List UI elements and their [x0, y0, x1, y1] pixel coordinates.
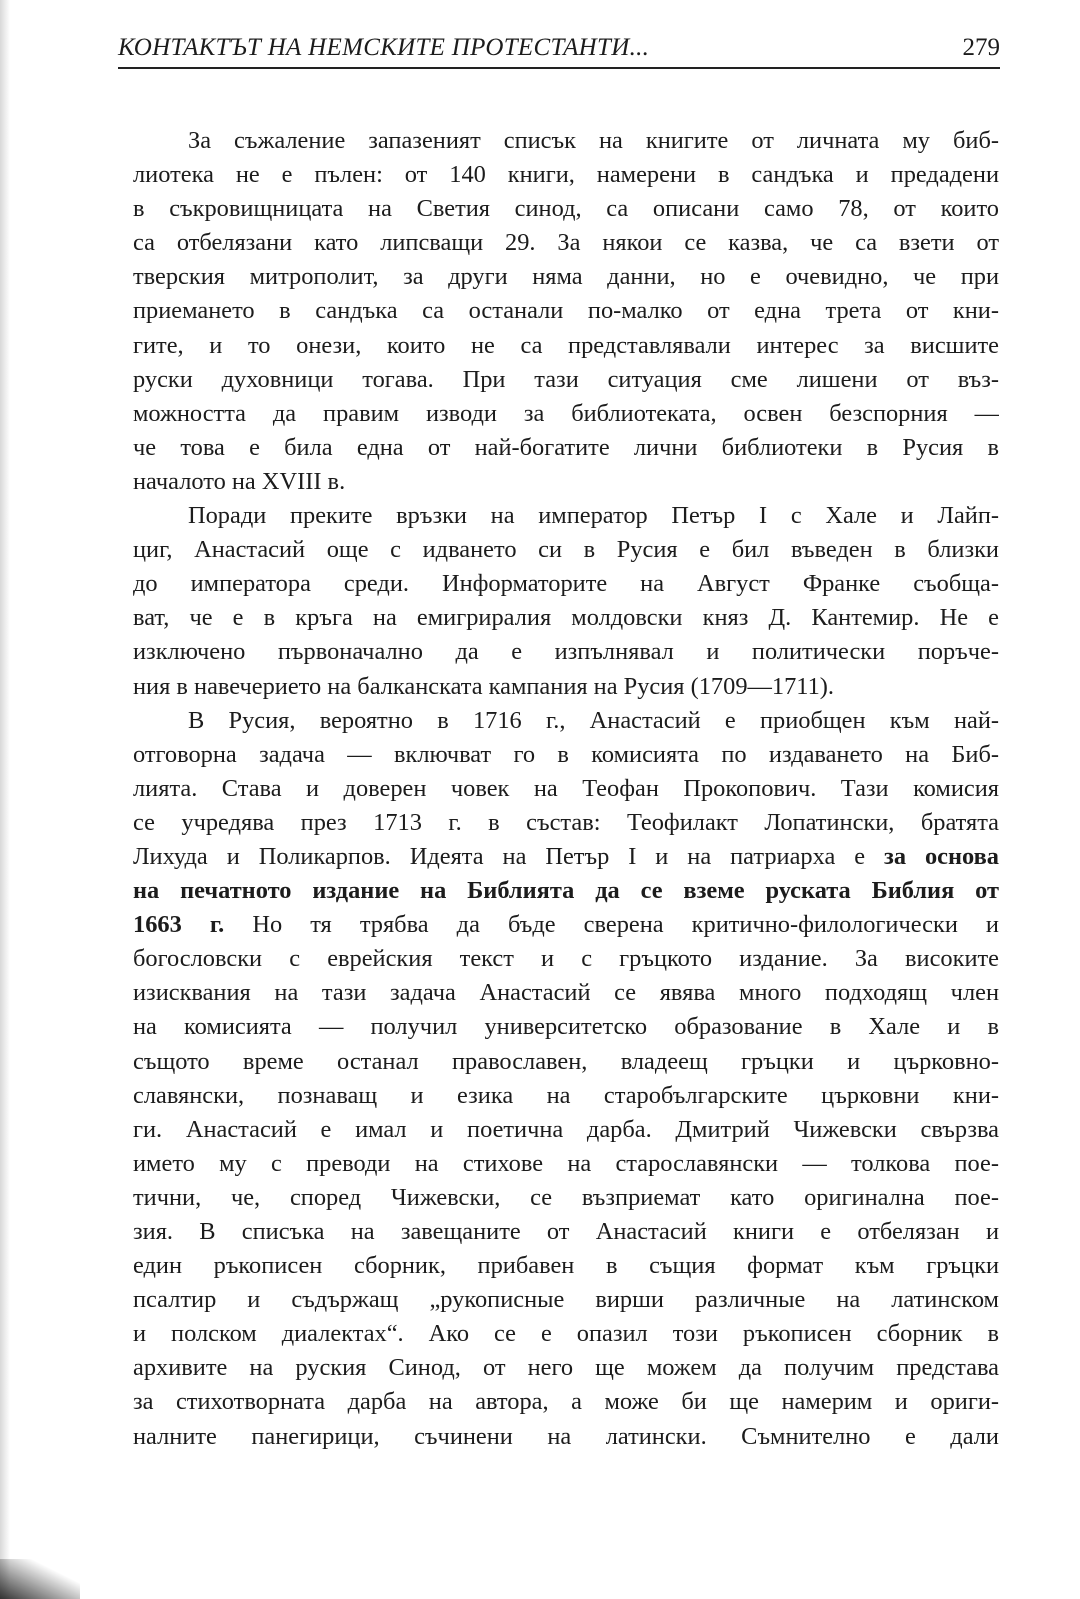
text-line: ват, че е в кръга на емигриралия молдовски княз Д. Кантемир. Не е — [133, 604, 999, 632]
body-text — [133, 124, 999, 1454]
page-corner-shadow — [0, 1559, 80, 1599]
text-line: славянски, познаващ и езика на старобългарските църковни кни- — [133, 1081, 999, 1109]
text-line: и полском диалектах“. Ако се е опазил този ръкописен сборник в — [133, 1320, 999, 1348]
text-line: Поради преките връзки на император Петър I с Хале и Лайп- — [188, 502, 999, 530]
text-line: В Русия, вероятно в 1716 г., Анастасий е приобщен към най- — [188, 706, 999, 734]
text-line: се учредява през 1713 г. в състав: Теофилакт Лопатински, братята — [133, 808, 999, 836]
bold-text-run: 1663 г. — [133, 911, 225, 939]
text-line: гите, и то онези, които не са представлявали интерес за висшите — [133, 331, 999, 359]
text-line: за стихотворната дарба на автора, а може би ще намерим и ориги- — [133, 1388, 999, 1416]
text-line: същото време останал православен, владеещ гръцки и църковно- — [133, 1047, 999, 1075]
text-run: Лихуда и Поликарпов. Идеята на Петър I и на патриарха е — [133, 842, 885, 870]
text-line: тверския митрополит, за други няма данни, но е очевидно, че при — [133, 263, 999, 291]
text-line: приемането в сандъка са останали по-малко от една трета от кни- — [133, 297, 999, 325]
header-rule — [118, 67, 1000, 69]
text-line: в съкровищницата на Светия синод, са описани само 78, от които — [133, 195, 999, 223]
text-line: лиотека не е пълен: от 140 книги, намерени в сандъка и предадени — [133, 161, 999, 189]
bold-text-run: за основа — [884, 842, 999, 870]
text-line: За съжаление запазеният списък на книгите от личната му биб- — [188, 127, 999, 154]
text-line: можността да правим изводи за библиотеката, освен безспорния — — [133, 399, 999, 427]
text-line: ги. Анастасий е имал и поетична дарба. Дмитрий Чижевски свързва — [133, 1115, 999, 1143]
text-run: Но тя трябва да бъде сверена критично-филологически и — [224, 911, 999, 939]
page-number: 279 — [962, 34, 1000, 61]
paragraph-3 — [133, 704, 999, 1454]
page-edge-shadow — [0, 0, 10, 1599]
text-line: един ръкописен сборник, прибавен в същия формат към гръцки — [133, 1252, 999, 1280]
text-line: руски духовници тогава. При тази ситуация сме лишени от въз- — [133, 365, 999, 393]
text-line: че това е била една от най-богатите лични библиотеки в Русия в — [133, 433, 999, 461]
text-line: архивите на руския Синод, от него ще можем да получим представа — [133, 1354, 999, 1382]
text-line: зия. В списъка на завещаните от Анастасий книги е отбелязан и — [133, 1218, 999, 1245]
text-line: името му с преводи на стихове на старославянски — толкова пое- — [133, 1149, 999, 1177]
running-header — [118, 30, 1000, 70]
text-line: изключено първоначално да е изпълнявал и политически поръче- — [133, 638, 999, 666]
bold-text-line: на печатното издание на Библията да се вземе руската Библия от — [133, 877, 999, 905]
text-line: до императора среди. Информаторите на Август Франке съобща- — [133, 570, 999, 598]
text-line-mixed — [133, 908, 999, 942]
text-line: отговорна задача — включват го в комисията по издаването на Биб- — [133, 740, 999, 768]
text-line: налните панегирици, съчинени на латински. Съмнително е дали — [133, 1422, 999, 1450]
running-header-title: КОНТАКТЪТ НА НЕМСКИТЕ ПРОТЕСТАНТИ... — [118, 34, 650, 61]
text-line-mixed — [133, 840, 999, 874]
text-line: богословски с еврейския текст и с гръцкото издание. За високите — [133, 945, 999, 973]
text-line: ния в навечерието на балканската кампания на Русия (1709—1711). — [133, 672, 835, 700]
text-line: на комисията — получил университетско образование в Хале и в — [133, 1013, 999, 1041]
text-line: са отбелязани като липсващи 29. За някои се казва, че са взети от — [133, 229, 999, 257]
text-line: лията. Става и доверен човек на Теофан Прокопович. Тази комисия — [133, 774, 999, 802]
paragraph-1 — [133, 124, 999, 499]
paragraph-2 — [133, 499, 999, 704]
text-line: началото на XVIII в. — [133, 467, 346, 495]
text-line: тични, че, според Чижевски, се възприемат като оригинална пое- — [133, 1183, 999, 1211]
text-line: псалтир и съдържащ „рукописные вирши различные на латинском — [133, 1286, 999, 1314]
text-line: циг, Анастасий още с идването си в Русия е бил въведен в близки — [133, 536, 999, 564]
text-line: изисквания на тази задача Анастасий се явява много подходящ член — [133, 979, 999, 1007]
